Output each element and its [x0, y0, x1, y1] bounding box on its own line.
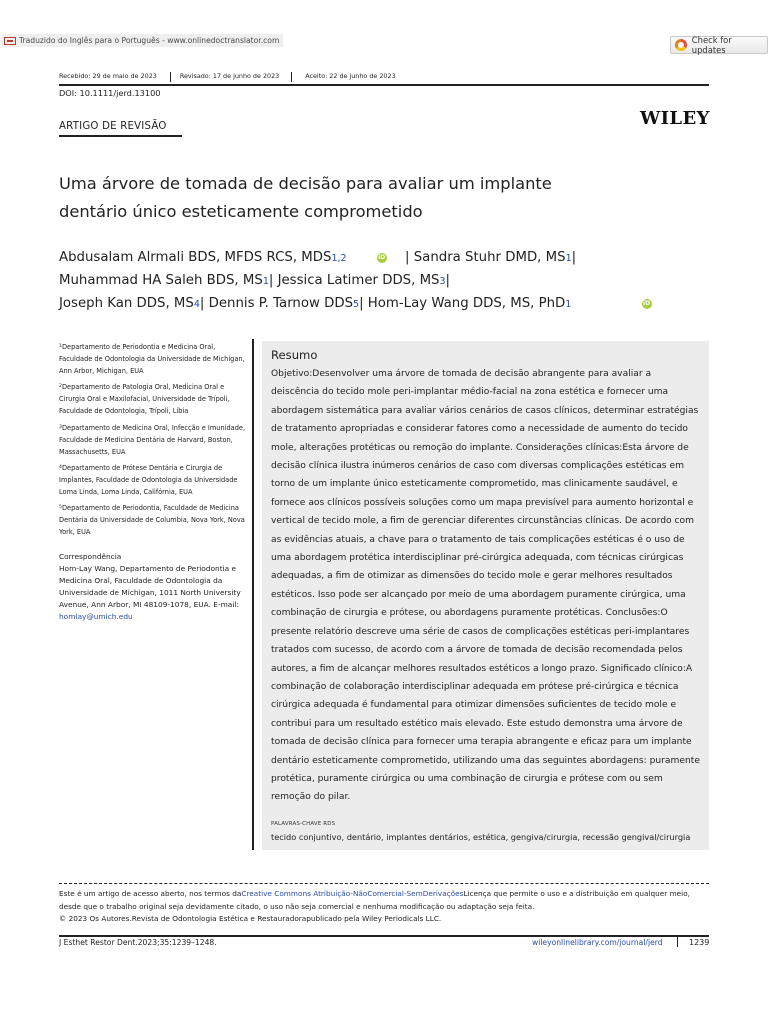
affiliation-item: $^3$Departamento de Medicina Oral, Infecção e Imunidade, Faculdade de Medicina Dentária de Harvard, Boston, Massachusetts, EUA: [59, 423, 246, 456]
correspondence-text: Hom-Lay Wang, Departamento de Periodontia e Medicina Oral, Faculdade de Odontologia da Universidade de Michigan, 1011 North University Avenue, Ann Arbor, MI 48109-1078, EUA. E-mail: homlay@umich.edu: [59, 564, 241, 622]
author-line: Abdusalam Alrmali BDS, MFDS RCS, MDS1,2 iD | Sandra Stuhr DMD, MS1|: [59, 250, 577, 265]
doi[interactable]: DOI: 10.1111/jerd.13100: [59, 88, 161, 98]
translation-banner-text[interactable]: Traduzido do Inglês para o Português - www.onlinedoctranslator.com: [19, 36, 280, 45]
creative-commons-link[interactable]: Creative Commons Atribuição-NãoComercial-SemDerivações: [241, 889, 464, 898]
translate-icon: [4, 37, 16, 45]
crossmark-icon: [675, 39, 687, 51]
author-name[interactable]: Dennis P. Tarnow DDS: [208, 296, 354, 311]
author-name[interactable]: Muhammad HA Saleh BDS, MS: [59, 273, 263, 288]
author-list: [59, 247, 709, 316]
received-date: Recebido: 29 de maio de 2023: [59, 72, 171, 82]
affiliations: [59, 341, 249, 623]
wiley-logo: WILEY: [640, 108, 710, 129]
footer-rule: [59, 935, 709, 937]
article-type-underline: [59, 135, 182, 137]
translation-banner[interactable]: [2, 34, 283, 47]
correspondence-heading: Correspondência: [59, 552, 122, 562]
author-affiliation-ref[interactable]: 1: [565, 299, 572, 310]
author-affiliation-ref[interactable]: 1: [565, 253, 572, 264]
author-affiliation-ref[interactable]: 1: [262, 276, 269, 287]
abstract-divider: [252, 339, 254, 850]
footer-divider: [59, 883, 709, 884]
license-notice: [59, 888, 709, 926]
title-line: Uma árvore de tomada de decisão para avaliar um implante: [59, 174, 552, 193]
author-name[interactable]: Jessica Latimer DDS, MS: [277, 273, 440, 288]
affiliation-item: $^1$Departamento de Periodontia e Medicina Oral, Faculdade de Odontologia da Universidade de Michigan, Ann Arbor, Michigan, EUA: [59, 343, 245, 376]
author-name[interactable]: Hom-Lay Wang DDS, MS, PhD: [367, 296, 566, 311]
page-number: 1239: [677, 935, 709, 947]
author-affiliation-ref[interactable]: 5: [353, 299, 360, 310]
correspondence: [59, 551, 249, 623]
article-type: ARTIGO DE REVISÃO: [59, 121, 167, 132]
author-name[interactable]: Abdusalam Alrmali BDS, MFDS RCS, MDS: [59, 250, 332, 265]
author-line: Muhammad HA Saleh BDS, MS1| Jessica Latimer DDS, MS3|: [59, 273, 451, 288]
author-affiliation-ref[interactable]: 4: [193, 299, 200, 310]
keywords-label: PALAVRAS-CHAVE RDS: [271, 821, 336, 827]
author-affiliation-ref[interactable]: 3: [439, 276, 446, 287]
license-text: Este é um artigo de acesso aberto, nos termos daCreative Commons Atribuição-NãoComercial-SemDerivaçõesLicença que permite o uso e a distribuição em qualquer meio, desde que o trabalho original seja devidamente citado, o uso não seja comercial e nenhuma modificação ou adaptação seja feita.: [59, 889, 690, 911]
article-title: [59, 170, 619, 225]
abstract-heading: Resumo: [271, 348, 318, 362]
header-divider: [59, 84, 709, 86]
affiliation-item: $^5$Departamento de Periodontia, Faculdade de Medicina Dentária da Universidade de Columbia, Nova York, Nova York, EUA: [59, 504, 245, 537]
title-line: dentário único esteticamente comprometido: [59, 201, 423, 221]
abstract-body: Objetivo:Desenvolver uma árvore de tomada de decisão abrangente para avaliar a deiscência do tecido mole peri-implantar médio-facial na zona estética e fornecer uma abordagem sistemática para avaliar vários cenários de casos clínicos, determinar estratégias de tratamento apropriadas e considerar fatores como a necessidade de aumento do tecido mole, alterações protéticas ou remoção do implante. Considerações clínicas:Esta árvore de decisão clínica ilustra inúmeros cenários de caso com diversas complicações estéticas em torno de um implante único esteticamente comprometido, mas clinicamente saudável, e fornece aos clínicos possíveis soluções como um mapa previsível para aumento horizontal e vertical de tecido mole, a fim de gerenciar diferentes circunstâncias clínicas. De acordo com as evidências atuais, a chave para o tratamento de tais complicações estéticas é o uso de uma abordagem protética interdisciplinar pré-cirúrgica adequada, com técnicas cirúrgicas adequadas, a fim de otimizar as dimensões do tecido mole e gerar melhores resultados estéticos. Isso pode ser alcançado por meio de uma abordagem puramente cirúrgica, uma combinação de cirurgia e prótese, ou abordagens puramente protéticas. Conclusões:O presente relatório descreve uma série de casos de complicações estéticas peri-implantares tratados com sucesso, de acordo com a árvore de tomada de decisão recomendada pelos autores, a fim de alcançar melhores resultados estéticos a longo prazo. Significado clínico:A combinação de colaboração interdisciplinar adequada em prótese pré-cirúrgica e técnica cirúrgica adequada é fundamental para otimizar dimensões suficientes de tecido mole e contribui para um resultado estético mais elevado. Este estudo demonstra uma árvore de tomada de decisão clínica para fornecer uma terapia abrangente e eficaz para um implante dentário esteticamente comprometido, utilizando uma das seguintes abordagens: puramente protética, puramente cirúrgica ou uma combinação de cirurgia e prótese com ou sem remoção do pilar.: [271, 369, 700, 803]
author-name[interactable]: Joseph Kan DDS, MS: [59, 296, 194, 311]
author-name[interactable]: Sandra Stuhr DMD, MS: [413, 250, 566, 265]
orcid-icon[interactable]: iD: [643, 300, 651, 307]
keywords-text: tecido conjuntivo, dentário, implantes dentários, estética, gengiva/cirurgia, recessão gengival/cirurgia: [271, 832, 691, 842]
copyright-text: © 2023 Os Autores.Revista de Odontologia Estética e Restauradorapublicado pela Wiley Periodicals LLC.: [59, 914, 442, 923]
author-line: Joseph Kan DDS, MS4| Dennis P. Tarnow DDS5| Hom-Lay Wang DDS, MS, PhD1 iD: [59, 296, 651, 311]
check-for-updates-label: Check for updates: [691, 35, 732, 55]
article-dates: [59, 72, 709, 82]
journal-url-link[interactable]: wileyonlinelibrary.com/journal/jerd: [532, 938, 663, 947]
journal-reference: J Esthet Restor Dent.2023;35:1239–1248.: [59, 938, 217, 947]
check-for-updates-button[interactable]: [670, 36, 768, 54]
affiliation-item: $^4$Departamento de Prótese Dentária e Cirurgia de Implantes, Faculdade de Odontologia da Universidade Loma Linda, Loma Linda, Califórnia, EUA: [59, 463, 238, 497]
affiliation-item: $^2$Departamento de Patologia Oral, Medicina Oral e Cirurgia Oral e Maxilofacial, Universidade de Trípoli, Faculdade de Odontologia, Trípoli, Líbia: [59, 383, 230, 416]
revised-date: Revisado: 17 de junho de 2023: [171, 72, 292, 82]
author-affiliation-ref[interactable]: 1,2: [331, 253, 347, 264]
orcid-icon[interactable]: iD: [378, 254, 386, 261]
accepted-date: Aceito: 22 de junho de 2023: [305, 72, 396, 80]
correspondence-email-link[interactable]: homlay@umich.edu: [59, 612, 133, 622]
